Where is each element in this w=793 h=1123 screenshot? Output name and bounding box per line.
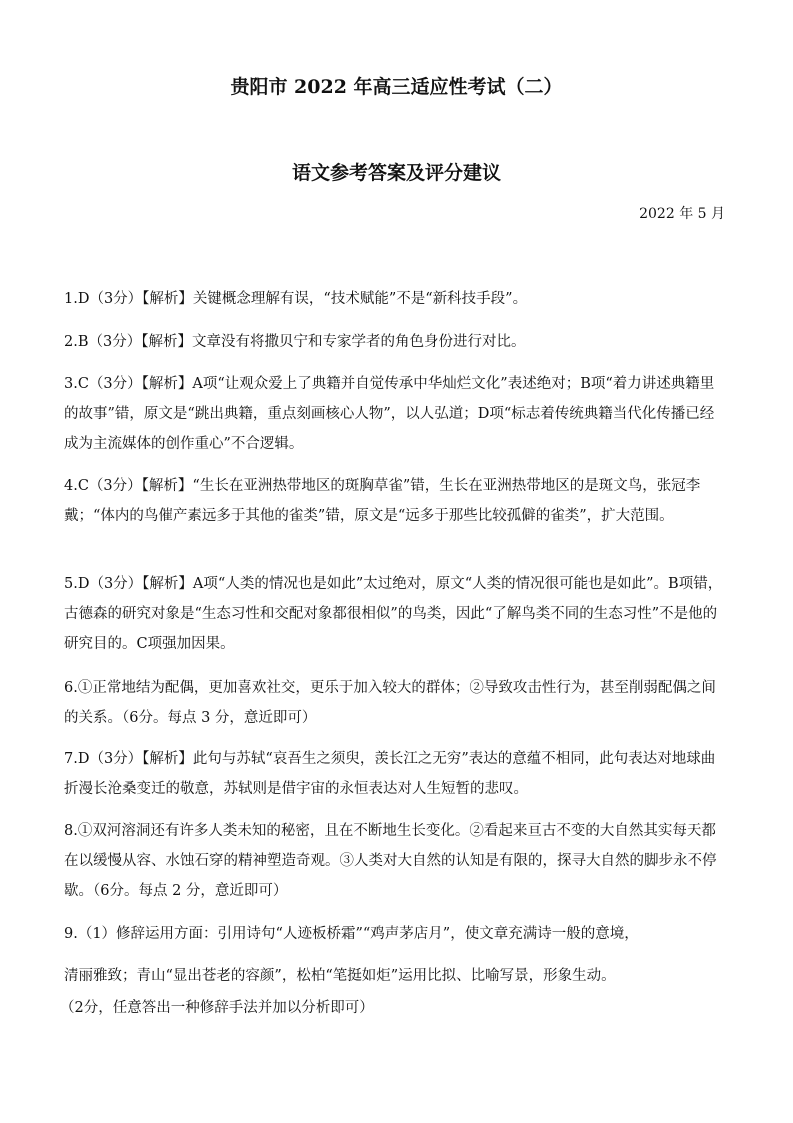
answer-9-line-1: 9.（1）修辞运用方面：引用诗句“人迹板桥霜”“鸡声茅店月”，使文章充满诗一般的意境， — [64, 926, 639, 942]
answer-4: 4.C（3分）【解析】“生长在亚洲热带地区的斑胸草雀”错，生长在亚洲热带地区的是斑文鸟，张冠李戴；“体内的鸟催产素远多于其他的雀类”错，原文是“远多于那些比较孤僻的雀类”，扩大范围。 — [64, 478, 701, 524]
answer-1: 1.D（3分）【解析】关键概念理解有误，“技术赋能”不是“新科技手段”。 — [64, 291, 528, 307]
answer-9-note: （2分，任意答出一种修辞手法并加以分析即可） — [60, 1000, 374, 1016]
document-title: 贵阳市 2022 年高三适应性考试（二） — [230, 76, 563, 98]
document-date: 2022 年 5 月 — [639, 206, 725, 222]
answer-3: 3.C（3分）【解析】A项“让观众爱上了典籍并自觉传承中华灿烂文化”表述绝对；B项“着力讲述典籍里的故事”错，原文是“跳出典籍，重点刻画核心人物”，以人弘道；D项“标志着传统典籍当代化传播已经成为主流媒体的创作重心”不合逻辑。 — [64, 376, 715, 452]
answer-9-line-2: 清丽雅致；青山“显出苍老的容颜”，松柏“笔挺如炬”运用比拟、比喻写景，形象生动。 — [64, 968, 616, 984]
answer-2: 2.B（3分）【解析】文章没有将撒贝宁和专家学者的角色身份进行对比。 — [64, 334, 526, 350]
answer-7: 7.D（3分）【解析】此句与苏轼“哀吾生之须臾，羡长江之无穷”表达的意蕴不相同，此句表达对地球曲折漫长沧桑变迁的敬意，苏轼则是借宇宙的永恒表达对人生短暂的悲叹。 — [64, 751, 716, 797]
answer-5: 5.D（3分）【解析】A项“人类的情况也是如此”太过绝对，原文“人类的情况很可能也是如此”。B项错，古德森的研究对象是“生态习性和交配对象都很相似”的鸟类，因此“了解鸟类不同的生态习性”不是他的研究目的。C项强加因果。 — [64, 576, 723, 652]
document-subtitle: 语文参考答案及评分建议 — [291, 162, 501, 184]
answer-8: 8.①双河溶洞还有许多人类未知的秘密，且在不断地生长变化。②看起来亘古不变的大自然其实每天都在以缓慢从容、水蚀石穿的精神塑造奇观。③人类对大自然的认知是有限的，探寻大自然的脚步永不停歇。（6分。每点 2 分，意近即可） — [64, 823, 717, 899]
answer-6: 6.①正常地结为配偶，更加喜欢社交，更乐于加入较大的群体；②导致攻击性行为，甚至削弱配偶之间的关系。（6分。每点 3 分，意近即可） — [64, 680, 716, 726]
